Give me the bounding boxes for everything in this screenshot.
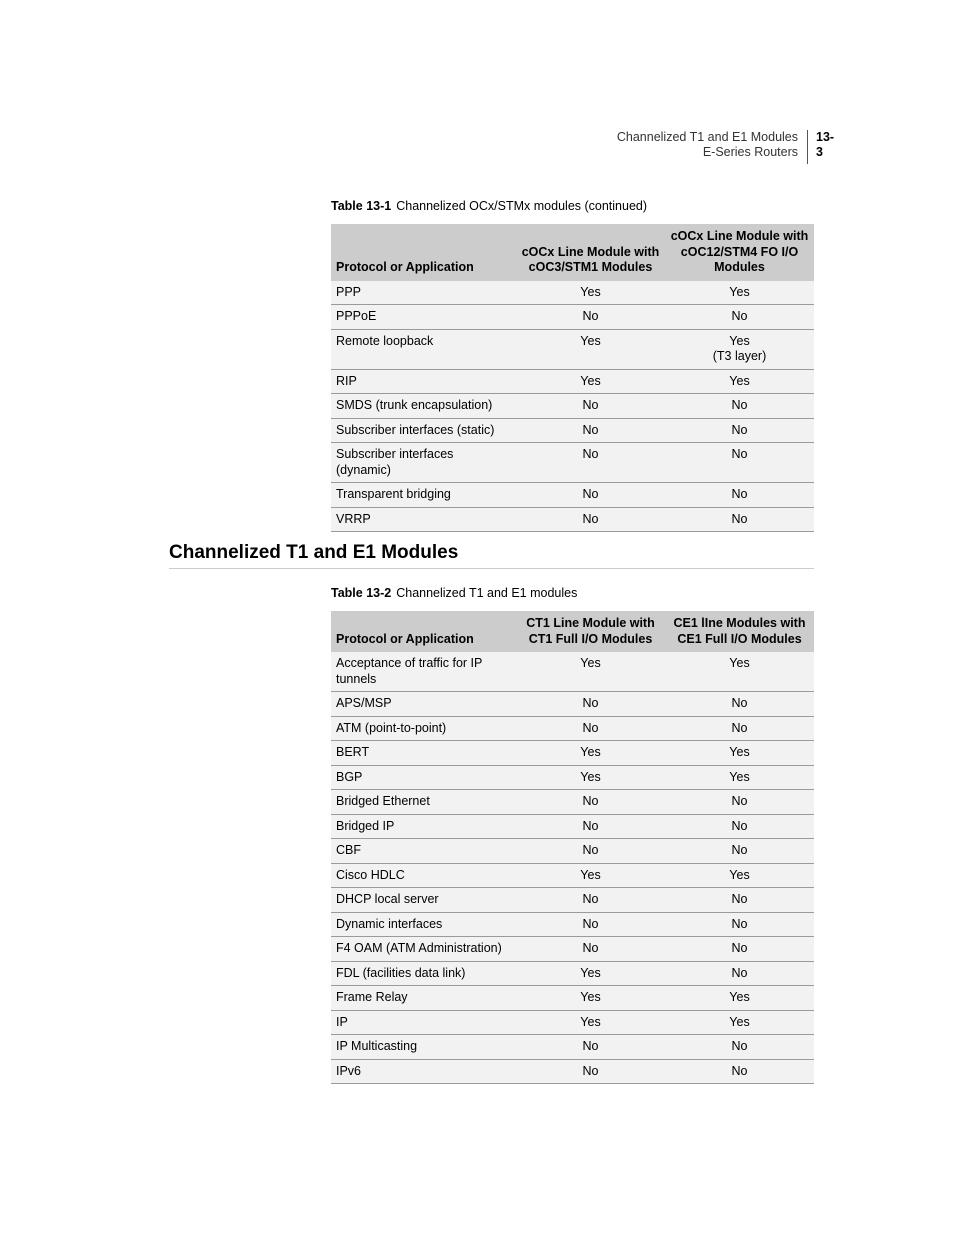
cell-text: SMDS (trunk encapsulation) [336, 398, 493, 412]
column-header-protocol: Protocol or Application [331, 611, 516, 652]
support-cell [665, 652, 814, 692]
protocol-cell [331, 888, 516, 913]
page-number: 13-3 [816, 130, 835, 159]
cell-text: Yes [729, 333, 750, 348]
support-cell [665, 692, 814, 717]
table-header-row [331, 224, 814, 281]
section-heading: Channelized T1 and E1 Modules [169, 542, 459, 563]
table-row [331, 814, 814, 839]
cell-text: No [582, 1063, 599, 1078]
table-row [331, 418, 814, 443]
cell-text: Yes [729, 656, 750, 670]
cell-text: IPv6 [336, 1063, 362, 1078]
cell-text: Bridged Ethernet [336, 794, 430, 808]
table-13-2-caption [331, 586, 577, 601]
support-cell [516, 281, 665, 305]
support-cell [665, 507, 814, 532]
table-row [331, 369, 814, 394]
cell-text: Subscriber interfaces (static) [336, 422, 495, 437]
cell-text: No [731, 892, 748, 906]
table-row [331, 961, 814, 986]
cell-text: No [582, 398, 599, 412]
cell-text: Yes [729, 990, 750, 1004]
support-cell [516, 369, 665, 394]
table-row [331, 305, 814, 330]
support-cell [516, 1059, 665, 1084]
cell-text: Frame Relay [336, 990, 408, 1004]
protocol-cell [331, 1010, 516, 1035]
running-head-text [617, 130, 798, 160]
cell-text: Bridged IP [336, 818, 395, 833]
support-cell [665, 839, 814, 864]
protocol-cell [331, 814, 516, 839]
table-13-1-body [331, 281, 814, 532]
table-row [331, 652, 814, 692]
cell-text: RIP [336, 373, 357, 388]
support-cell [516, 912, 665, 937]
protocol-cell [331, 741, 516, 766]
support-cell [665, 741, 814, 766]
cell-text: BERT [336, 745, 370, 759]
cell-text: No [582, 720, 599, 735]
cell-text: IP Multicasting [336, 1039, 418, 1053]
table-13-2-title: Channelized T1 and E1 modules [396, 586, 578, 600]
support-cell [665, 1035, 814, 1060]
column-header-coc12: cOCx Line Module with cOC12/STM4 FO I/O Modules [665, 224, 814, 281]
cell-text: PPPoE [336, 309, 377, 323]
protocol-cell [331, 394, 516, 419]
table-row [331, 329, 814, 369]
column-header-protocol: Protocol or Application [331, 224, 516, 281]
cell-text: No [582, 843, 599, 857]
table-13-1 [331, 224, 814, 532]
support-cell [516, 692, 665, 717]
cell-text: Yes [580, 284, 601, 299]
cell-text: Cisco HDLC [336, 867, 405, 882]
protocol-cell [331, 281, 516, 305]
table-row [331, 692, 814, 717]
cell-text: F4 OAM (ATM Administration) [336, 941, 502, 955]
support-cell [665, 329, 814, 369]
cell-text: Yes [580, 867, 601, 882]
support-cell [665, 790, 814, 815]
support-cell [516, 507, 665, 532]
support-cell [665, 483, 814, 508]
cell-text: VRRP [336, 511, 371, 526]
table-row [331, 507, 814, 532]
support-cell [665, 961, 814, 986]
table-row [331, 483, 814, 508]
cell-text: Acceptance of traffic for IP tunnels [336, 656, 483, 686]
running-head-divider [807, 130, 808, 164]
protocol-cell [331, 790, 516, 815]
support-cell [665, 1059, 814, 1084]
support-cell [665, 863, 814, 888]
support-cell [516, 1035, 665, 1060]
cell-text: No [731, 447, 748, 461]
cell-text: No [582, 422, 599, 437]
table-header-row [331, 611, 814, 652]
protocol-cell [331, 1035, 516, 1060]
running-head [560, 130, 840, 164]
support-cell [516, 418, 665, 443]
cell-text: No [731, 422, 748, 437]
protocol-cell [331, 652, 516, 692]
cell-text: Yes [580, 656, 601, 670]
cell-text: Dynamic interfaces [336, 916, 443, 931]
cell-text: No [731, 941, 748, 955]
table-row [331, 986, 814, 1011]
support-cell [516, 961, 665, 986]
protocol-cell [331, 305, 516, 330]
support-cell [665, 765, 814, 790]
support-cell [665, 394, 814, 419]
cell-text: No [731, 1063, 748, 1078]
cell-text: No [582, 696, 599, 710]
support-cell [516, 716, 665, 741]
running-head-book: E-Series Routers [702, 145, 798, 159]
cell-text: No [582, 487, 599, 501]
table-row [331, 790, 814, 815]
cell-text: No [582, 309, 599, 323]
support-cell [516, 790, 665, 815]
cell-text: Yes [580, 1014, 601, 1029]
protocol-cell [331, 329, 516, 369]
table-13-2 [331, 611, 814, 1084]
support-cell [665, 418, 814, 443]
support-cell [516, 305, 665, 330]
table-row [331, 716, 814, 741]
cell-text: Yes [580, 745, 601, 759]
cell-text: No [731, 720, 748, 735]
support-cell [516, 443, 665, 483]
protocol-cell [331, 507, 516, 532]
protocol-cell [331, 839, 516, 864]
protocol-cell [331, 692, 516, 717]
protocol-cell [331, 443, 516, 483]
protocol-cell [331, 716, 516, 741]
protocol-cell [331, 483, 516, 508]
cell-text: No [582, 941, 599, 955]
cell-text: No [731, 965, 748, 980]
protocol-cell [331, 937, 516, 962]
protocol-cell [331, 369, 516, 394]
cell-text: Yes [580, 333, 601, 348]
table-row [331, 888, 814, 913]
table-13-2-label: Table 13-2 [331, 586, 392, 600]
cell-text: Transparent bridging [336, 487, 451, 501]
table-row [331, 839, 814, 864]
table-row [331, 1010, 814, 1035]
support-cell [516, 863, 665, 888]
support-cell [516, 1010, 665, 1035]
table-row [331, 741, 814, 766]
support-cell [516, 483, 665, 508]
cell-text: IP [336, 1014, 348, 1029]
support-cell [665, 814, 814, 839]
cell-text: Yes [580, 769, 601, 784]
support-cell [665, 443, 814, 483]
support-cell [665, 281, 814, 305]
support-cell [665, 716, 814, 741]
table-row [331, 912, 814, 937]
table-row [331, 937, 814, 962]
cell-text: PPP [336, 284, 362, 299]
cell-text: Yes [580, 965, 601, 980]
support-cell [516, 329, 665, 369]
column-header-coc3: cOCx Line Module with cOC3/STM1 Modules [516, 224, 665, 281]
table-row [331, 863, 814, 888]
support-cell [516, 652, 665, 692]
support-cell [665, 369, 814, 394]
cell-text: No [731, 696, 748, 710]
support-cell [516, 937, 665, 962]
support-cell [665, 305, 814, 330]
cell-text: Yes [729, 867, 750, 882]
cell-text: No [582, 892, 599, 906]
support-cell [665, 937, 814, 962]
protocol-cell [331, 418, 516, 443]
running-head-chapter: Channelized T1 and E1 Modules [616, 130, 798, 144]
support-cell [516, 839, 665, 864]
support-cell [516, 986, 665, 1011]
cell-text: Yes [580, 373, 601, 388]
table-row [331, 443, 814, 483]
protocol-cell [331, 961, 516, 986]
protocol-cell [331, 1059, 516, 1084]
section-divider [169, 568, 814, 569]
cell-text: ATM (point-to-point) [336, 720, 447, 735]
cell-text: FDL (facilities data link) [336, 965, 466, 980]
cell-text: Yes [729, 769, 750, 784]
protocol-cell [331, 765, 516, 790]
support-cell [665, 888, 814, 913]
cell-text: Yes [580, 990, 601, 1004]
cell-text: Subscriber interfaces (dynamic) [336, 447, 454, 477]
support-cell [516, 394, 665, 419]
cell-text: DHCP local server [336, 892, 439, 906]
cell-text: (T3 layer) [712, 349, 767, 363]
table-13-1-caption [331, 199, 647, 214]
cell-text: Yes [729, 1014, 750, 1029]
protocol-cell [331, 912, 516, 937]
cell-text: No [582, 916, 599, 931]
protocol-cell [331, 986, 516, 1011]
cell-text: No [731, 818, 748, 833]
cell-text: No [731, 487, 748, 501]
table-row [331, 394, 814, 419]
cell-text: No [582, 447, 599, 461]
table-13-2-body [331, 652, 814, 1084]
cell-text: Remote loopback [336, 333, 434, 348]
cell-text: Yes [729, 745, 750, 759]
support-cell [665, 912, 814, 937]
cell-text: CBF [336, 843, 361, 857]
column-header-ct1: CT1 Line Module with CT1 Full I/O Modules [516, 611, 665, 652]
cell-text: No [582, 1039, 599, 1053]
cell-text: No [582, 818, 599, 833]
support-cell [516, 741, 665, 766]
table-row [331, 1059, 814, 1084]
cell-text: No [731, 398, 748, 412]
table-row [331, 765, 814, 790]
cell-text: Yes [729, 373, 750, 388]
cell-text: APS/MSP [336, 696, 392, 710]
support-cell [665, 986, 814, 1011]
protocol-cell [331, 863, 516, 888]
support-cell [665, 1010, 814, 1035]
cell-text: No [731, 916, 748, 931]
support-cell [516, 765, 665, 790]
cell-text: No [582, 794, 599, 808]
cell-text: No [731, 843, 748, 857]
cell-text: No [731, 794, 748, 808]
table-13-1-title: Channelized OCx/STMx modules (continued) [396, 199, 648, 213]
cell-text: No [731, 511, 748, 526]
cell-text: No [731, 309, 748, 323]
support-cell [516, 814, 665, 839]
cell-text: BGP [336, 769, 363, 784]
support-cell [516, 888, 665, 913]
column-header-ce1: CE1 lIne Modules with CE1 Full I/O Modules [665, 611, 814, 652]
table-row [331, 1035, 814, 1060]
table-row [331, 281, 814, 305]
cell-text: No [731, 1039, 748, 1053]
cell-text: No [582, 511, 599, 526]
table-13-1-label: Table 13-1 [331, 199, 392, 213]
cell-text: Yes [729, 284, 750, 299]
